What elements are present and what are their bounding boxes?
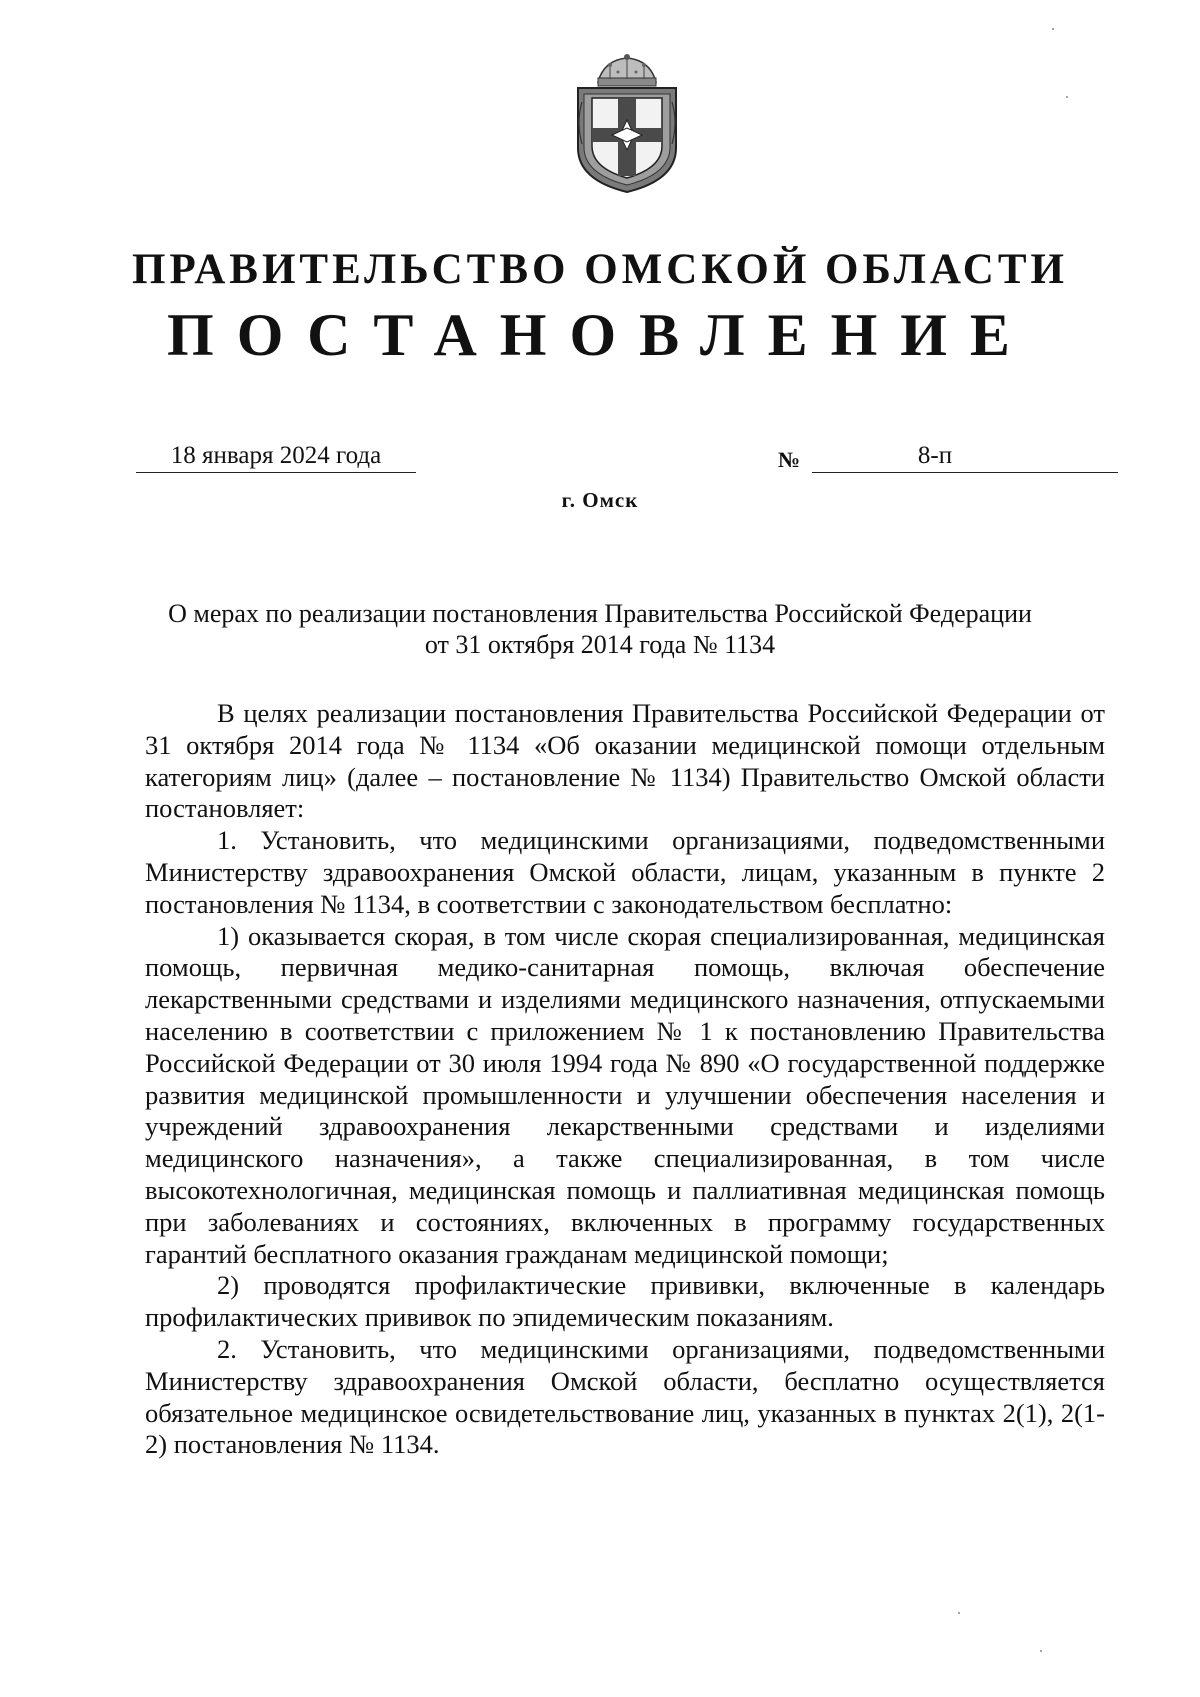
body-paragraph: 1) оказывается скорая, в том числе скорая специализированная, медицинская помощь, первичная медико-санитарная помощь, включая обеспечение лекарственными средствами и изделиями медицинского назначения, отпускаемыми населению в соответствии с приложением № 1 к постановлению Правительства Российской Федерации от 30 июля 1994 года № 890 «О государственной поддержке развития медицинской промышленности и улучшении обеспечения населения и учреждений здравоохранения лекарственными средствами и изделиями медицинского назначения», а также специализированная, в том числе высокотехнологичная, медицинская помощь и паллиативная медицинская помощь при заболеваниях и состояниях, включенных в программу государственных гарантий бесплатного оказания гражданам медицинской помощи; — [145, 920, 1105, 1269]
scan-speck — [958, 1612, 960, 1614]
document-date: 18 января 2024 года — [136, 440, 416, 473]
coat-of-arms-emblem — [568, 52, 686, 194]
document-number: 8-п — [812, 440, 1118, 473]
crown-icon — [598, 54, 656, 86]
scan-speck — [1052, 28, 1054, 30]
government-title: ПРАВИТЕЛЬСТВО ОМСКОЙ ОБЛАСТИ — [132, 246, 1068, 293]
subject-line: О мерах по реализации постановления Правительства Российской Федерации — [168, 599, 1032, 628]
body-paragraph: 2. Установить, что медицинскими организациями, подведомственными Министерству здравоохранения Омской области, бесплатно осуществляется обязательное медицинское освидетельствование лиц, указанных в пунктах 2(1), 2(1-2) постановления № 1134. — [145, 1333, 1105, 1460]
number-sign: № — [778, 447, 801, 472]
body-paragraph: 1. Установить, что медицинскими организациями, подведомственными Министерству здравоохранения Омской области, лицам, указанным в пункте 2 постановления № 1134, в соответствии с законодательством бесплатно: — [145, 825, 1105, 919]
document-body — [145, 698, 1105, 1461]
document-subject — [130, 598, 1070, 660]
body-paragraph: В целях реализации постановления Правительства Российской Федерации от 31 октября 2014 года № 1134 «Об оказании медицинской помощи отдельным категориям лиц» (далее – постановление № 1134) Правительство Омской области постановляет: — [145, 698, 1105, 824]
document-type-title: ПОСТАНОВЛЕНИЕ — [167, 302, 1033, 368]
subject-line: от 31 октября 2014 года № 1134 — [424, 630, 776, 659]
body-paragraph: 2) проводятся профилактические прививки, включенные в календарь профилактических прививок по эпидемическим показаниям. — [145, 1270, 1105, 1333]
scan-speck — [1066, 96, 1068, 98]
document-city: г. Омск — [561, 488, 639, 512]
scan-speck — [1040, 1650, 1042, 1652]
